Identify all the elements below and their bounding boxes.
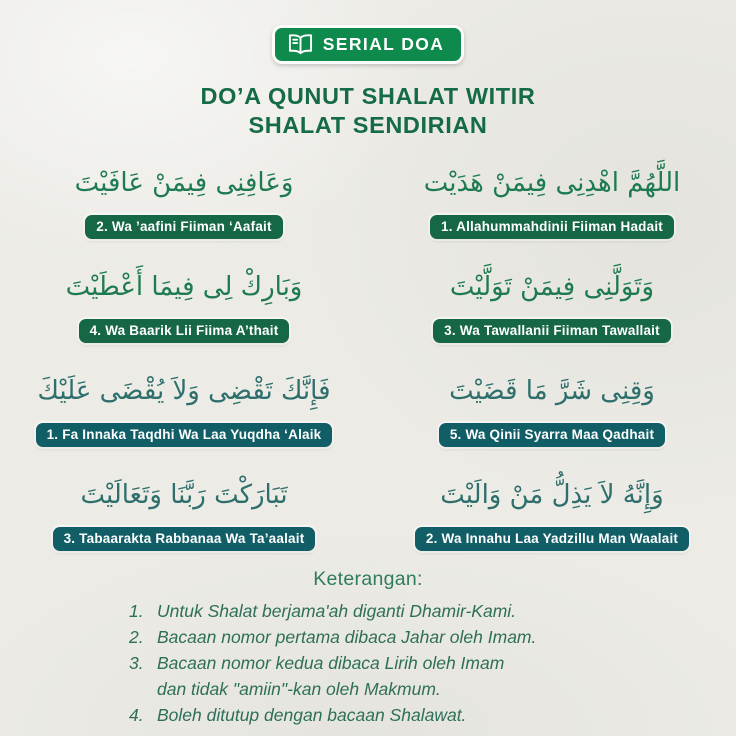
title-line-1: DO’A QUNUT SHALAT WITIR — [200, 83, 536, 109]
phrase-grid — [0, 154, 736, 551]
arabic-text: وَعَافِنِى فِيمَنْ عَافَيْتَ — [74, 168, 294, 199]
note-text — [157, 651, 607, 703]
phrase-label-badge: 2. Wa ’aafini Fiiman ‘Aafait — [85, 215, 282, 239]
arabic-text: وَبَارِكْ لِى فِيمَا أَعْطَيْتَ — [65, 272, 303, 303]
phrase-row-4 — [0, 466, 736, 551]
notes-list — [129, 599, 607, 728]
serial-doa-label: SERIAL DOA — [322, 33, 445, 54]
phrase-card — [368, 362, 736, 447]
open-book-icon — [288, 33, 313, 55]
arabic-text: وَتَوَلَّنِى فِيمَنْ تَوَلَّيْتَ — [449, 272, 655, 303]
note-item — [129, 651, 607, 703]
title-line-2: SHALAT SENDIRIAN — [248, 112, 488, 139]
note-text-line-1: Bacaan nomor kedua dibaca Lirih oleh Imam — [157, 653, 505, 674]
note-text: Boleh ditutup dengan bacaan Shalawat. — [157, 704, 467, 725]
notes-section — [0, 568, 736, 728]
phrase-row-2 — [0, 258, 736, 343]
arabic-text: وَقِنِى شَرَّ مَا قَضَيْتَ — [449, 376, 655, 407]
note-number: 2. — [129, 627, 144, 648]
serial-doa-badge — [272, 25, 465, 64]
arabic-text: تَبَارَكْتَ رَبَّنَا وَتَعَالَيْتَ — [80, 480, 288, 511]
note-item — [129, 703, 607, 729]
note-text: Untuk Shalat berjama'ah diganti Dhamir-Kami. — [157, 601, 517, 622]
page-title — [0, 82, 736, 140]
phrase-card — [368, 466, 736, 551]
note-number: 3. — [129, 653, 144, 674]
note-number: 1. — [129, 601, 144, 622]
phrase-row-1 — [0, 154, 736, 239]
notes-heading: Keterangan: — [313, 568, 423, 591]
note-text: Bacaan nomor pertama dibaca Jahar oleh Imam. — [157, 627, 537, 648]
phrase-card — [368, 258, 736, 343]
phrase-label-badge: 2. Wa Innahu Laa Yadzillu Man Waalait — [415, 527, 689, 551]
arabic-text: اللَّهُمَّ اهْدِنِى فِيمَنْ هَدَيْت — [423, 168, 681, 199]
phrase-card — [0, 258, 368, 343]
note-item — [129, 625, 607, 651]
phrase-card — [0, 154, 368, 239]
note-item — [129, 599, 607, 625]
phrase-card — [368, 154, 736, 239]
note-text-line-2: dan tidak "amiin"-kan oleh Makmum. — [157, 678, 441, 699]
arabic-text: وَإِنَّهُ لاَ يَذِلُّ مَنْ وَالَيْتَ — [440, 480, 664, 511]
phrase-label-badge: 3. Tabaarakta Rabbanaa Wa Ta’aalait — [53, 527, 316, 551]
phrase-label-badge: 5. Wa Qinii Syarra Maa Qadhait — [439, 423, 665, 447]
phrase-label-badge: 1. Allahummahdinii Fiiman Hadait — [430, 215, 674, 239]
phrase-label-badge: 3. Wa Tawallanii Fiiman Tawallait — [433, 319, 671, 343]
arabic-text: فَإِنَّكَ تَقْضِى وَلاَ يُقْضَى عَلَيْكَ — [37, 376, 331, 407]
phrase-label-badge: 1. Fa Innaka Taqdhi Wa Laa Yuqdha ‘Alaik — [36, 423, 333, 447]
phrase-row-3 — [0, 362, 736, 447]
phrase-label-badge: 4. Wa Baarik Lii Fiima A’thait — [79, 319, 290, 343]
phrase-card — [0, 466, 368, 551]
phrase-card — [0, 362, 368, 447]
note-number: 4. — [129, 704, 144, 725]
